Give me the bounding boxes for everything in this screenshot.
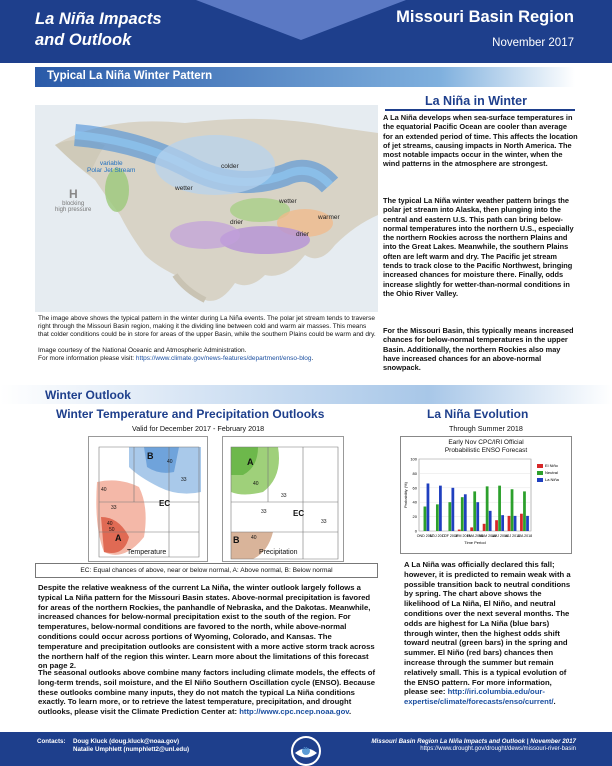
legend-swatch (537, 464, 543, 468)
region-title: Missouri Basin Region (396, 8, 574, 26)
label-warmer: warmer (318, 214, 340, 221)
bar-la-ni-a (427, 483, 430, 531)
y-tick-label: 20 (412, 514, 417, 520)
x-tick-label: DJF 2018 (442, 534, 458, 538)
label-drier-west: drier (230, 219, 244, 226)
x-tick-label: OND 2017 (416, 534, 434, 538)
legend-swatch (537, 471, 543, 475)
sidebar-rule (385, 109, 575, 111)
temperature-outlook-map (88, 436, 208, 562)
bar-el-ni-o (508, 516, 511, 531)
outlooks-valid-period: Valid for December 2017 - February 2018 (132, 424, 265, 433)
high-pressure-marker: H (69, 187, 78, 201)
x-tick-label: JFM 2018 (454, 534, 471, 538)
precipitation-map-label: Precipitation (259, 549, 298, 556)
y-tick-label: 40 (412, 499, 417, 505)
header-decoration (196, 0, 406, 40)
precip-contour-1: 40 (253, 481, 259, 487)
y-tick-label: 0 (414, 528, 417, 534)
map-caption: The image above shows the typical pattern in the winter during La Niña events. The polar jet stream tends to traverse right through the Missouri Basin region, making it the dividing line between cold and warm air masses. This means that colder conditions could be in store for areas of the upper Basin, while the southern Plains could be warm and dry. Image courtesy of the National Oceanic and Atmospheric Administration. For more information please visit: https://www.climate.gov/news-features/department/enso-blog. (38, 315, 376, 362)
cpc-link[interactable]: http://www.cpc.ncep.noaa.gov (239, 707, 349, 717)
temperature-map-label: Temperature (127, 549, 167, 556)
bar-neutral (511, 489, 514, 531)
label-drier-south: drier (296, 231, 310, 238)
bar-neutral (473, 491, 476, 531)
enso-forecast-chart (400, 436, 572, 554)
bar-la-ni-a (439, 486, 442, 531)
la-nina-pattern-map (35, 105, 378, 312)
section-banner-outlook: Winter Outlook (0, 385, 612, 404)
y-tick-label: 100 (410, 456, 417, 462)
precip-contour-5: 40 (251, 535, 257, 541)
bar-el-ni-o (483, 524, 486, 531)
sidebar-title: La Niña in Winter (425, 94, 527, 108)
contacts-label: Contacts: (37, 738, 66, 745)
legend-entry: El Niño (545, 463, 558, 468)
temp-label-A: A (115, 533, 122, 543)
publication-title: La Niña Impacts and Outlook (35, 10, 162, 49)
y-tick-label: 60 (412, 485, 417, 491)
temp-label-B: B (147, 451, 154, 461)
precip-contour-4: 33 (321, 519, 327, 525)
bar-neutral (498, 486, 501, 531)
outlook-legend: EC: Equal chances of above, near or below normal, A: Above normal, B: Below normal (35, 563, 378, 578)
temp-contour-2: 33 (181, 477, 187, 483)
label-wetter-west: wetter (175, 185, 193, 192)
footer-url[interactable]: https://www.drought.gov/drought/dews/missouri-river-basin (420, 746, 576, 752)
x-tick-label: JJA 2018 (517, 534, 533, 538)
bar-neutral (448, 502, 451, 531)
bar-neutral (461, 497, 464, 531)
contact-kluck[interactable]: Doug Kluck (doug.kluck@noaa.gov) (73, 738, 180, 745)
evolution-subtitle: Through Summer 2018 (449, 424, 523, 433)
outlooks-title: Winter Temperature and Precipitation Outlooks (56, 407, 325, 421)
y-axis-label: Probability (%) (403, 481, 408, 509)
temp-contour-3: 40 (101, 487, 107, 493)
bar-neutral (436, 504, 439, 531)
x-tick-label: MAM 2018 (478, 534, 497, 538)
footer-publication: Missouri Basin Region La Niña Impacts and Outlook | November 2017 (371, 738, 576, 745)
x-tick-label: FMA 2018 (466, 534, 484, 538)
precip-contour-2: 33 (281, 493, 287, 499)
legend-swatch (537, 478, 543, 482)
bar-la-ni-a (476, 502, 479, 531)
iri-enso-link[interactable]: http://iri.columbia.edu/our-expertise/climate/forecasts/enso/current/ (404, 687, 554, 707)
label-jet-stream: variable Polar Jet Stream (87, 160, 136, 174)
precip-contour-3: 33 (261, 509, 267, 515)
bar-la-ni-a (451, 488, 454, 531)
label-blocking-high: blocking high pressure (55, 201, 92, 213)
legend-entry: Neutral (545, 470, 558, 475)
sidebar-paragraph-2: The typical La Niña winter weather pattern brings the polar jet stream into Alaska, then plunging into the central and eastern U.S. This path can bring below-normal temperatures into the northern U.S., especially the northern Rockies across the northern Plains and into the Great Lakes. Meanwhile, the southern Plains often are left warm and dry. The Pacific jet stream tends to track close to the Pacific Northwest, bringing increased chances for moisture there. Finally, odds increase slightly for wetter-than-normal conditions in the Ohio River Valley. (383, 196, 574, 298)
temp-contour-6: 50 (109, 527, 115, 533)
x-tick-label: MJJ 2018 (504, 534, 521, 538)
outlook-discussion-1: Despite the relative weakness of the current La Niña, the winter outlook largely follows a typical La Niña pattern for the Missouri Basin states. Above-normal precipitation is favored for areas of the northern Rockies, the panhandle of Nebraska, and the Dakotas. Meanwhile, increased chances for below-normal precipitation exist to the south of the region. For temperatures, below-normal conditions are favored to the north, while above-normal conditions could occur across portions of Wyoming, Colorado, and Kansas. The temperature and precipitation outlooks are consistent with a more active storm track across the northern half of the region this winter. Learn more about the limitations of this forecast on page 2. (38, 583, 375, 671)
precip-label-B: B (233, 535, 240, 545)
x-tick-label: AMJ 2018 (491, 534, 508, 538)
bar-la-ni-a (526, 516, 529, 531)
bar-el-ni-o (470, 527, 473, 531)
bar-el-ni-o (458, 530, 461, 531)
contact-umphlett[interactable]: Natalie Umphlett (numphlett2@unl.edu) (73, 746, 190, 753)
bar-la-ni-a (464, 494, 467, 531)
precipitation-outlook-map (222, 436, 344, 562)
label-wetter-east: wetter (279, 198, 297, 205)
bar-la-ni-a (501, 515, 504, 531)
bar-neutral (424, 507, 427, 531)
noaa-logo: NOAA (289, 734, 323, 766)
bar-la-ni-a (514, 516, 517, 531)
label-colder: colder (221, 163, 239, 170)
section-banner-pattern: Typical La Niña Winter Pattern (35, 67, 575, 87)
bar-neutral (523, 491, 526, 531)
legend-entry: La Niña (545, 477, 559, 482)
page-header (0, 0, 612, 63)
temp-contour-4: 33 (111, 505, 117, 511)
enso-blog-link[interactable]: https://www.climate.gov/news-features/department/enso-blog (135, 354, 312, 362)
bar-el-ni-o (495, 520, 498, 531)
evolution-title: La Niña Evolution (427, 407, 529, 421)
chart-title-line2: Probabilistic ENSO Forecast (444, 447, 528, 454)
precip-label-EC: EC (293, 509, 305, 518)
contacts-list (73, 738, 189, 754)
sidebar-paragraph-3: For the Missouri Basin, this typically means increased chances for below-normal temperatures in the upper Basin. Additionally, the northern Rockies also may have increased chances for an above-normal snowpack. (383, 326, 574, 373)
precip-label-A: A (247, 457, 254, 467)
bar-el-ni-o (520, 514, 523, 531)
sidebar-paragraph-1: A La Niña develops when sea-surface temperatures in the equatorial Pacific Ocean are cooler than average for an extended period of time. This affects the location of jet streams, causing impacts in North America. The most notable impacts occur in the winter, when the wind patterns in the atmosphere are strongest. (383, 113, 578, 169)
bar-la-ni-a (489, 511, 492, 531)
y-tick-label: 80 (412, 470, 417, 476)
temp-label-EC: EC (159, 499, 171, 508)
temp-contour-5: 40 (107, 521, 113, 527)
evolution-discussion: A La Niña was officially declared this fall; however, it is predicted to remain weak with a possible transition back to neutral conditions by spring. The chart above shows the likelihood of La Niña, El Niño, and neutral conditions over the next several months. The odds are highest for La Niña (blue bars) through winter, then the highest odds shift toward neutral (green bars) in the spring and summer. El Niño (red bars) chances then increase through the summer but remain relatively small. This is a typical evolution of the ENSO pattern. For more information, please see: http://iri.columbia.edu/our-expertise/climate/forecasts/enso/current/. (404, 560, 571, 707)
issue-date: November 2017 (492, 37, 574, 49)
outlook-discussion-2: The seasonal outlooks above combine many factors including climate models, the effects of long-term trends, soil moisture, and the El Niño Southern Oscillation cycle (ENSO). Because these outlooks combine many inputs, they do not match the typical La Niña conditions exactly. To learn more, or to retrieve the latest temperature, precipitation, and drought outlooks, please visit the Climate Prediction Center at: http://www.cpc.ncep.noaa.gov. (38, 668, 376, 717)
bar-neutral (486, 486, 489, 531)
x-tick-label: NDJ 2017 (429, 534, 446, 538)
temp-contour-1: 40 (167, 459, 173, 465)
x-axis-label: Time Period (464, 540, 486, 545)
chart-title-line1: Early Nov CPC/IRI Official (448, 439, 524, 446)
